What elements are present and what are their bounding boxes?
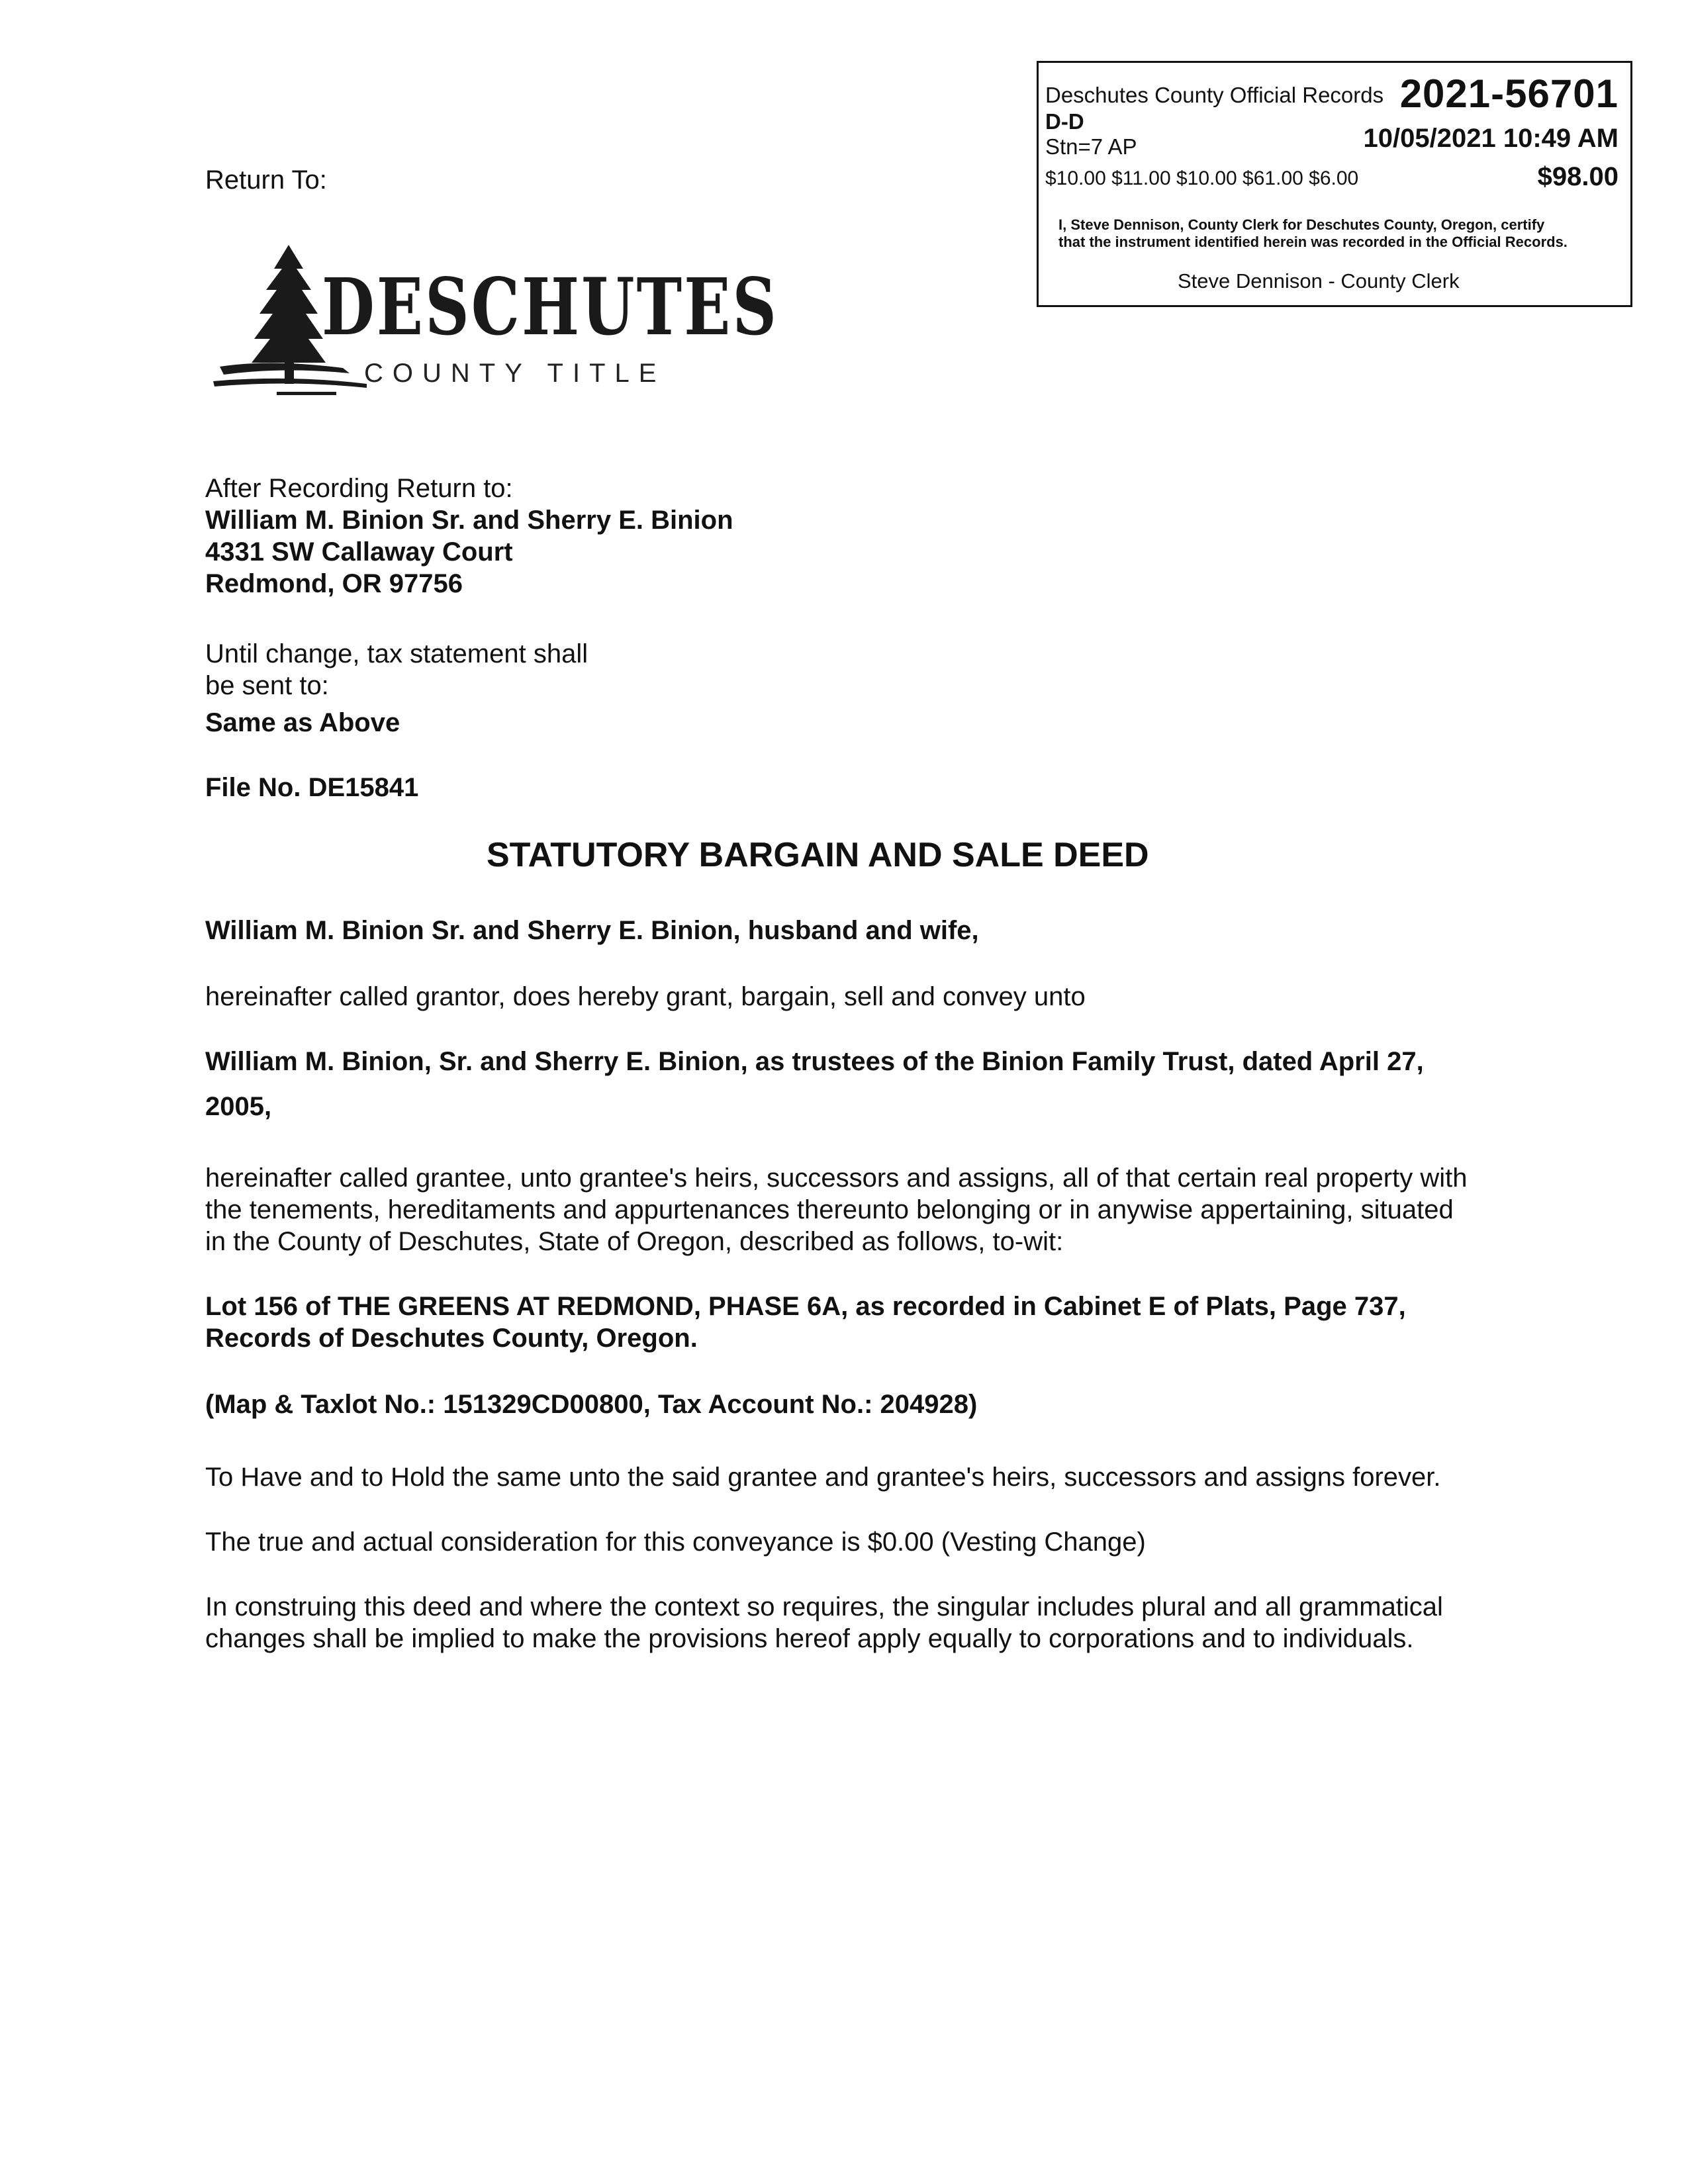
grantee-line2: 2005, [205,1092,272,1121]
after-recording-name: William M. Binion Sr. and Sherry E. Binion [205,506,733,535]
recording-agency: Deschutes County Official Records [1045,83,1384,107]
property-clause-line3: in the County of Deschutes, State of Oregon, described as follows, to-wit: [205,1227,1064,1256]
recording-total: $98.00 [1537,162,1618,191]
taxlot-info: (Map & Taxlot No.: 151329CD00800, Tax Account No.: 204928) [205,1390,978,1419]
grantor-names: William M. Binion Sr. and Sherry E. Binion, husband and wife, [205,916,979,945]
recording-type: D-D [1045,109,1084,134]
grant-clause: hereinafter called grantor, does hereby grant, bargain, sell and convey unto [205,982,1086,1011]
tax-statement-line2: be sent to: [205,671,329,700]
property-clause-line1: hereinafter called grantee, unto grantee's heirs, successors and assigns, all of that certain real property with [205,1163,1468,1193]
after-recording-label: After Recording Return to: [205,474,513,503]
construing-line2: changes shall be implied to make the provisions hereof apply equally to corporations and to individuals. [205,1624,1414,1653]
recording-fees: $10.00 $11.00 $10.00 $61.00 $6.00 [1045,167,1359,189]
tax-statement-value: Same as Above [205,708,400,737]
file-number: File No. DE15841 [205,773,419,802]
recording-stamp [1037,61,1632,307]
clerk-certification: I, Steve Dennison, County Clerk for Deschutes County, Oregon, certify that the instrument identified herein was recorded in the Official Records. [1058,216,1568,250]
grantee-line1: William M. Binion, Sr. and Sherry E. Binion, as trustees of the Binion Family Trust, dated April 27, [205,1047,1424,1076]
property-clause-line2: the tenements, hereditaments and appurtenances thereunto belonging or in anywise appertaining, situated [205,1195,1454,1224]
return-to-label: Return To: [205,165,327,195]
construing-line1: In construing this deed and where the context so requires, the singular includes plural and all grammatical [205,1592,1443,1621]
tax-statement-line1: Until change, tax statement shall [205,639,588,668]
document-title: STATUTORY BARGAIN AND SALE DEED [487,836,1149,874]
recording-datetime: 10/05/2021 10:49 AM [1363,124,1618,153]
after-recording-address1: 4331 SW Callaway Court [205,537,513,567]
clerk-name: Steve Dennison - County Clerk [1178,269,1460,293]
habendum-clause: To Have and to Hold the same unto the said grantee and grantee's heirs, successors and assigns forever. [205,1463,1441,1492]
recording-number: 2021-56701 [1399,71,1618,116]
legal-description-line1: Lot 156 of THE GREENS AT REDMOND, PHASE 6A, as recorded in Cabinet E of Plats, Page 737, [205,1292,1406,1321]
consideration-statement: The true and actual consideration for this conveyance is $0.00 (Vesting Change) [205,1527,1146,1557]
recording-station: Stn=7 AP [1045,134,1137,159]
logo-subtitle: COUNTY TITLE [364,359,666,388]
legal-description-line2: Records of Deschutes County, Oregon. [205,1324,698,1353]
company-logo [211,242,779,401]
after-recording-address2: Redmond, OR 97756 [205,569,463,598]
logo-wordmark: DESCHUTES [322,261,779,353]
